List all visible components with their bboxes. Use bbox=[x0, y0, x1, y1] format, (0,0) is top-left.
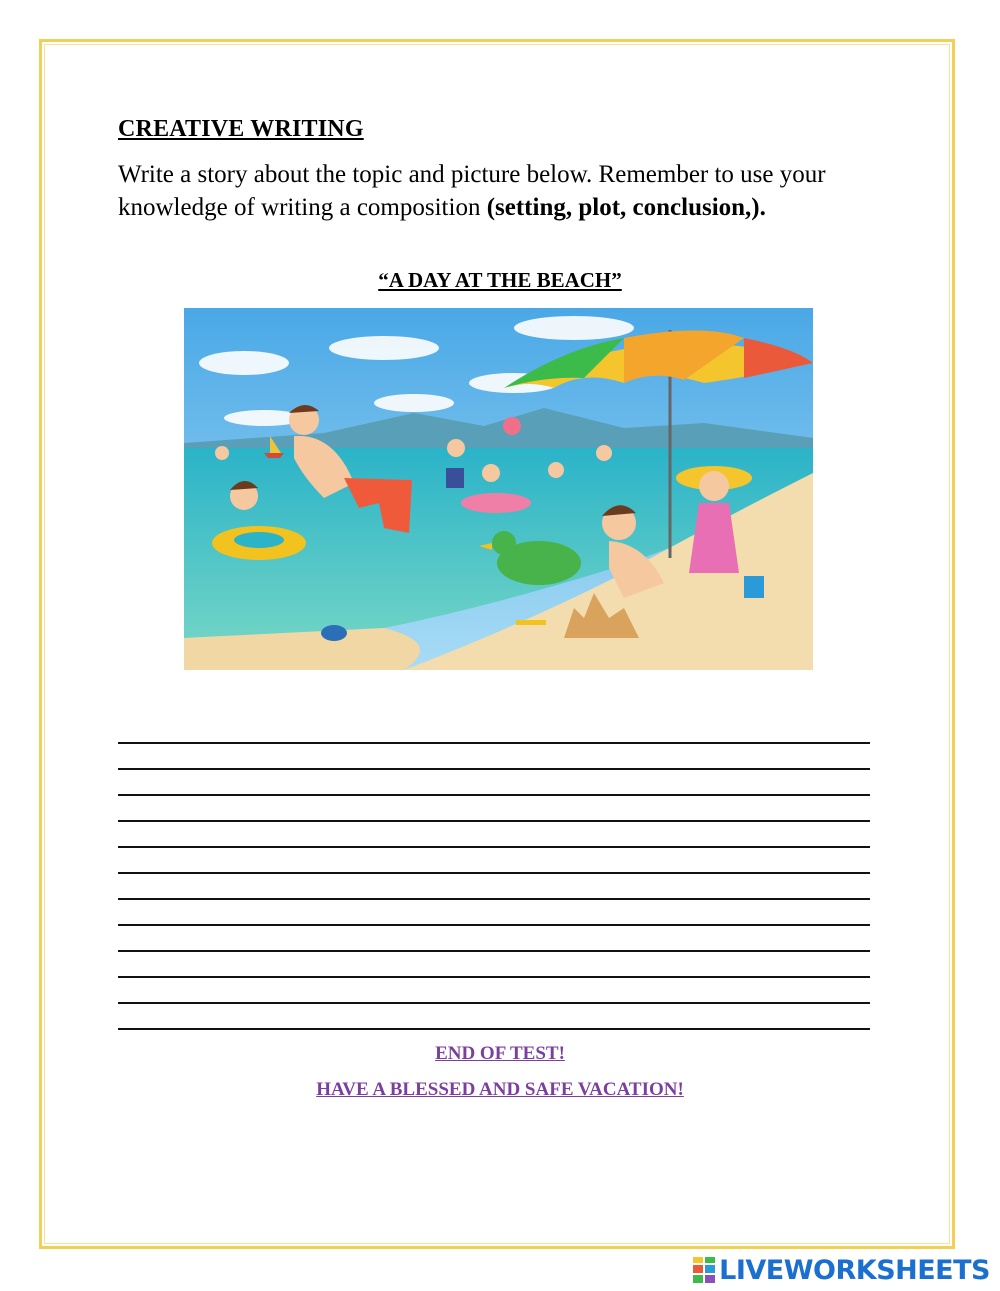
topic-title: “A DAY AT THE BEACH” bbox=[378, 268, 622, 292]
writing-line[interactable] bbox=[118, 718, 870, 744]
liveworksheets-wordmark: LIVEWORKSHEETS bbox=[719, 1254, 990, 1286]
instructions-bold: (setting, plot, conclusion,). bbox=[486, 194, 766, 221]
writing-line[interactable] bbox=[118, 1004, 870, 1030]
writing-line[interactable] bbox=[118, 952, 870, 978]
beach-illustration bbox=[184, 308, 813, 670]
blessing-text: HAVE A BLESSED AND SAFE VACATION! bbox=[316, 1079, 684, 1100]
end-of-test-text: END OF TEST! bbox=[435, 1043, 565, 1064]
writing-lines[interactable] bbox=[118, 718, 870, 1030]
writing-line[interactable] bbox=[118, 978, 870, 1004]
writing-line[interactable] bbox=[118, 770, 870, 796]
writing-line[interactable] bbox=[118, 848, 870, 874]
writing-line[interactable] bbox=[118, 744, 870, 770]
writing-line[interactable] bbox=[118, 796, 870, 822]
writing-line[interactable] bbox=[118, 822, 870, 848]
instructions-text: Write a story about the topic and picture below. Remember to use your knowledge of writing a composition bbox=[118, 161, 826, 221]
instructions bbox=[118, 158, 888, 224]
liveworksheets-logo-icon bbox=[693, 1257, 715, 1283]
writing-line[interactable] bbox=[118, 926, 870, 952]
section-heading: CREATIVE WRITING bbox=[118, 116, 364, 142]
writing-line[interactable] bbox=[118, 874, 870, 900]
liveworksheets-brand bbox=[693, 1254, 990, 1286]
writing-line[interactable] bbox=[118, 900, 870, 926]
